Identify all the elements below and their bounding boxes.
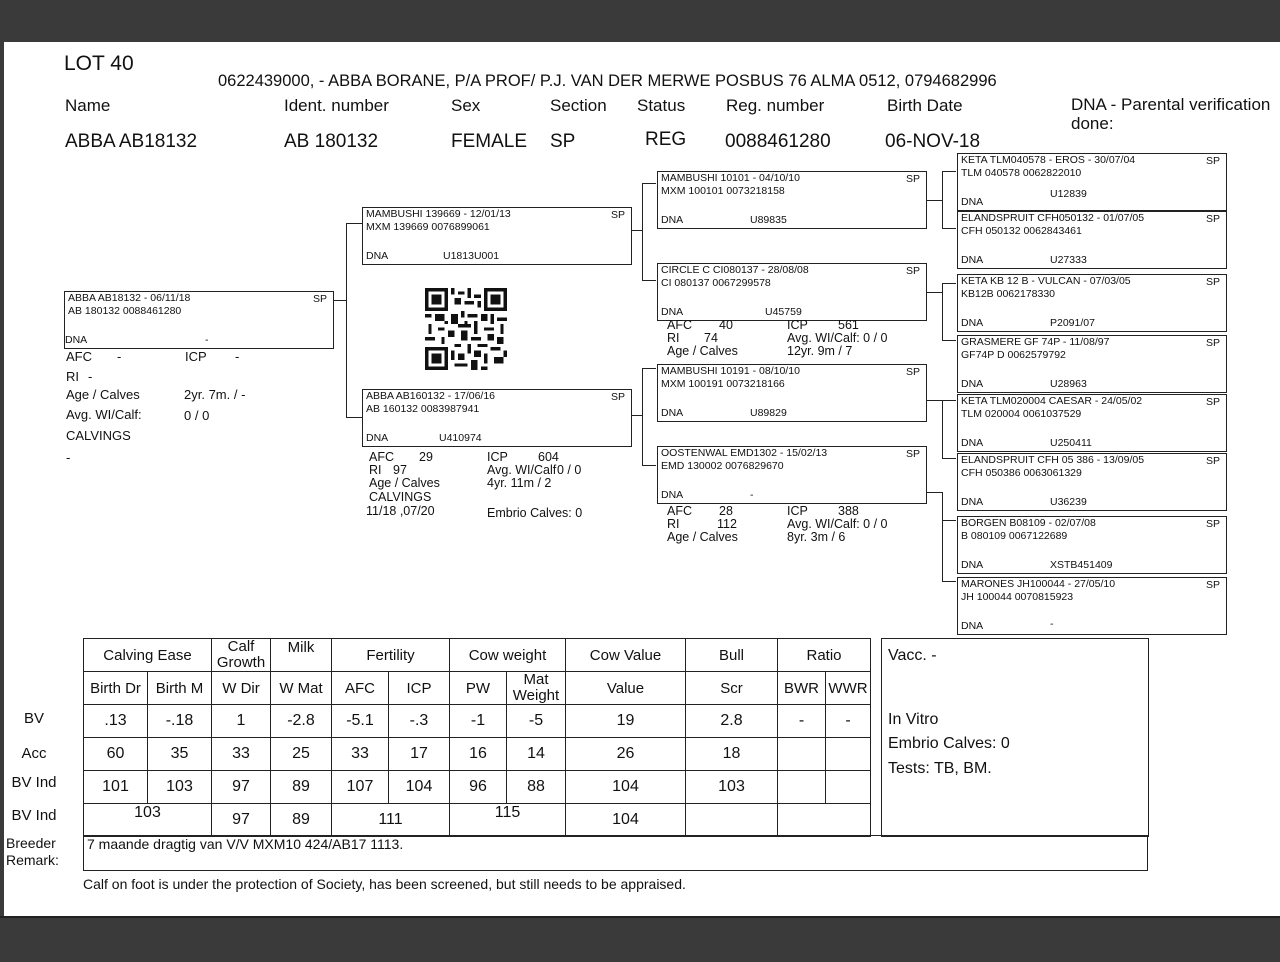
animal-sex: FEMALE	[451, 131, 528, 152]
sire-box	[362, 207, 632, 265]
ggp-dna: DNA	[961, 317, 984, 329]
gp-sp: SP	[905, 265, 920, 277]
bv-cell: -	[778, 705, 826, 738]
bv-cell: 2.8	[686, 705, 778, 738]
ggp-dna-value: XSTB451409	[1050, 559, 1113, 571]
owner-line: 0622439000, - ABBA BORANE, P/A PROF/ P.J. VAN DER MERWE POSBUS 76 ALMA 0512, 0794682996	[218, 72, 997, 90]
gp-afc-label: AFC	[667, 318, 692, 332]
dam-box	[362, 389, 632, 447]
sire-dna-value: U1813U001	[443, 250, 500, 262]
animal-section: SP	[550, 131, 576, 152]
col-mat-weight: Mat Weight	[507, 672, 566, 705]
ind-cell: 104	[389, 771, 450, 804]
subject-afc-label: AFC	[66, 349, 92, 364]
gp-line2: CI 080137 0067299578	[661, 277, 771, 289]
group-bull: Bull	[686, 639, 778, 672]
gp-line1: OOSTENWAL EMD1302 - 15/02/13	[661, 447, 828, 459]
connector	[942, 581, 956, 582]
ggp-line1: ELANDSPRUIT CFH 05 386 - 13/09/05	[961, 454, 1145, 466]
group-ratio: Ratio	[778, 639, 871, 672]
great-grandparent-box	[957, 516, 1227, 574]
dam-calvings: 11/18 ,07/20	[366, 504, 435, 518]
gp-line2: MXM 100191 0073218166	[661, 378, 785, 390]
grandparent-box	[657, 263, 927, 321]
ggp-sp: SP	[1205, 455, 1220, 467]
connector	[942, 492, 943, 582]
dam-line2: AB 160132 0083987941	[366, 403, 480, 415]
dam-dna-value: U410974	[439, 432, 482, 444]
subject-dna: DNA	[65, 334, 88, 346]
ggp-line1: GRASMERE GF 74P - 11/08/97	[961, 336, 1110, 348]
row-label-bv-ind-2: BV Ind	[11, 807, 57, 824]
acc-cell: 33	[332, 738, 389, 771]
gp-icp-label: ICP	[787, 318, 808, 332]
ind-cell: 107	[332, 771, 389, 804]
header-ident: Ident. number	[284, 96, 389, 115]
bv-cell: -5	[507, 705, 566, 738]
col-wwr: WWR	[826, 672, 871, 705]
remark-label: Breeder Remark:	[6, 835, 59, 868]
gp-icp-label: ICP	[787, 504, 808, 518]
grandparent-box	[657, 171, 927, 229]
great-grandparent-box	[957, 394, 1227, 452]
ggp-line1: KETA TLM040578 - EROS - 30/07/04	[961, 154, 1136, 166]
ggp-line2: KB12B 0062178330	[961, 288, 1056, 300]
gp-dna: DNA	[661, 214, 684, 226]
gp-line1: MAMBUSHI 10101 - 04/10/10	[661, 172, 800, 184]
col-bwr: BWR	[778, 672, 826, 705]
footer-note: Calf on foot is under the protection of Society, has been screened, but still needs to be appraised.	[83, 876, 686, 892]
connector	[642, 368, 656, 369]
bottom-bar	[0, 916, 1280, 962]
acc-cell: 33	[212, 738, 271, 771]
connector	[942, 520, 956, 521]
ind-cell: 103	[686, 771, 778, 804]
gp-sp: SP	[905, 173, 920, 185]
dam-line1: ABBA AB160132 - 17/06/16	[366, 390, 496, 402]
animal-name: ABBA AB18132	[65, 131, 198, 152]
embrio-text: Embrio Calves: 0	[888, 735, 1010, 752]
acc-cell: 26	[566, 738, 686, 771]
connector	[942, 171, 943, 229]
ggp-sp: SP	[1205, 276, 1220, 288]
subject-ri-label: RI	[66, 369, 79, 384]
col-pw: PW	[450, 672, 507, 705]
ind-cell: 101	[84, 771, 148, 804]
header-sex: Sex	[451, 96, 481, 115]
remark-box	[83, 835, 1148, 871]
dam-age: 4yr. 11m / 2	[487, 476, 552, 490]
gp-dna-value: -	[750, 489, 754, 501]
ggp-sp: SP	[1205, 213, 1220, 225]
connector	[642, 465, 656, 466]
ggp-line1: MARONES JH100044 - 27/05/10	[961, 578, 1116, 590]
ind2-cell	[778, 804, 871, 837]
ind-cell: 89	[271, 771, 332, 804]
group-milk: Milk	[271, 639, 332, 672]
subject-calvings: -	[66, 450, 71, 465]
subject-sp: SP	[312, 293, 327, 305]
bv-cell: .13	[84, 705, 148, 738]
gp-afc: 40	[719, 318, 733, 332]
subject-avg: 0 / 0	[184, 408, 210, 423]
ggp-sp: SP	[1205, 579, 1220, 591]
subject-line1: ABBA AB18132 - 06/11/18	[68, 292, 191, 304]
great-grandparent-box	[957, 153, 1227, 211]
connector	[942, 283, 956, 284]
gp-ri-label: RI	[667, 331, 680, 345]
gp-dna: DNA	[661, 306, 684, 318]
connector	[926, 400, 942, 401]
gp-dna-value: U89829	[750, 407, 787, 419]
ggp-dna-value: U12839	[1050, 188, 1087, 200]
ggp-dna-value: U250411	[1050, 437, 1092, 449]
bv-cell: 19	[566, 705, 686, 738]
pedigree-page	[4, 42, 1280, 916]
group-calving-ease: Calving Ease	[84, 639, 212, 672]
header-reg: Reg. number	[726, 96, 825, 115]
connector	[926, 492, 942, 493]
acc-cell: 16	[450, 738, 507, 771]
ggp-sp: SP	[1205, 155, 1220, 167]
animal-birth: 06-NOV-18	[885, 131, 981, 152]
gp-dna-value: U89835	[750, 214, 787, 226]
invitro-text: In Vitro	[888, 711, 939, 728]
header-dna: DNA - Parental verification done:	[1071, 95, 1271, 133]
header-name: Name	[65, 96, 111, 115]
subject-icp: -	[235, 349, 240, 364]
group-calf-growth: Calf Growth	[212, 639, 271, 672]
ggp-dna-value: U28963	[1050, 378, 1087, 390]
subject-ri: -	[88, 369, 93, 384]
subject-calvings-label: CALVINGS	[66, 428, 131, 443]
dam-sp: SP	[610, 391, 625, 403]
subject-afc: -	[117, 349, 122, 364]
acc-cell: 25	[271, 738, 332, 771]
great-grandparent-box	[957, 453, 1227, 511]
ind2-cell: 89	[271, 804, 332, 837]
connector	[942, 228, 956, 229]
connector	[642, 280, 656, 281]
connector	[346, 223, 347, 418]
connector	[942, 400, 943, 459]
row-label-acc: Acc	[21, 745, 47, 762]
subject-age: 2yr. 7m. / -	[184, 387, 246, 402]
connector	[942, 458, 956, 459]
ind-cell: 103	[148, 771, 212, 804]
ind2-cell: 103	[84, 804, 212, 837]
connector	[926, 200, 942, 201]
bv-cell: -.18	[148, 705, 212, 738]
great-grandparent-box	[957, 211, 1227, 269]
dam-afc: 29	[419, 450, 433, 464]
dam-avg-label: Avg. WI/Calf	[487, 463, 557, 477]
vacc-text: Vacc. -	[888, 647, 937, 664]
col-afc: AFC	[332, 672, 389, 705]
subject-avg-label: Avg. WI/Calf:	[66, 407, 142, 422]
ggp-line1: KETA KB 12 B - VULCAN - 07/03/05	[961, 275, 1131, 287]
gp-dna: DNA	[661, 489, 684, 501]
subject-age-label: Age / Calves	[66, 387, 140, 402]
bv-cell: 1	[212, 705, 271, 738]
ggp-line1: ELANDSPRUIT CFH050132 - 01/07/05	[961, 212, 1145, 224]
ggp-dna: DNA	[961, 559, 984, 571]
ggp-line2: B 080109 0067122689	[961, 530, 1068, 542]
gp-age: 12yr. 9m / 7	[787, 344, 853, 358]
ggp-dna-value: P2091/07	[1050, 317, 1095, 329]
dam-dna: DNA	[366, 432, 389, 444]
group-fertility: Fertility	[332, 639, 450, 672]
ind2-cell: 97	[212, 804, 271, 837]
sire-dna: DNA	[366, 250, 389, 262]
ggp-line1: BORGEN B08109 - 02/07/08	[961, 517, 1096, 529]
col-scr: Scr	[686, 672, 778, 705]
gp-icp: 561	[838, 318, 859, 332]
connector	[926, 292, 942, 293]
col-icp: ICP	[389, 672, 450, 705]
gp-afc: 28	[719, 504, 733, 518]
connector	[942, 171, 956, 172]
ind-cell: 88	[507, 771, 566, 804]
ind2-cell	[686, 804, 778, 837]
ind-cell	[778, 771, 826, 804]
ind-cell: 96	[450, 771, 507, 804]
gp-ri-label: RI	[667, 517, 680, 531]
dam-icp: 604	[538, 450, 559, 464]
bv-cell: -2.8	[271, 705, 332, 738]
gp-sp: SP	[905, 448, 920, 460]
acc-cell: 60	[84, 738, 148, 771]
grandparent-box	[657, 364, 927, 422]
header-birth: Birth Date	[887, 96, 963, 115]
lot-number: LOT 40	[64, 52, 134, 75]
ggp-line2: TLM 020004 0061037529	[961, 408, 1082, 420]
gp-ri: 74	[704, 331, 718, 345]
sire-line2: MXM 139669 0076899061	[366, 221, 490, 233]
subject-box	[64, 291, 334, 349]
col-birth-dr: Birth Dr	[84, 672, 148, 705]
dam-afc-label: AFC	[369, 450, 394, 464]
ggp-dna: DNA	[961, 196, 984, 208]
connector	[642, 368, 643, 466]
col-value: Value	[566, 672, 686, 705]
dam-ri-label: RI	[369, 463, 382, 477]
bv-cell: -5.1	[332, 705, 389, 738]
ggp-line2: TLM 040578 0062822010	[961, 167, 1082, 179]
animal-status: REG	[645, 129, 687, 150]
sire-sp: SP	[610, 209, 625, 221]
acc-cell: 14	[507, 738, 566, 771]
ggp-line1: KETA TLM020004 CAESAR - 24/05/02	[961, 395, 1143, 407]
remark-text: 7 maande dragtig van V/V MXM10 424/AB17 1113.	[87, 836, 404, 852]
ggp-sp: SP	[1205, 518, 1220, 530]
header-status: Status	[637, 96, 686, 115]
dam-icp-label: ICP	[487, 450, 508, 464]
sire-line1: MAMBUSHI 139669 - 12/01/13	[366, 208, 511, 220]
gp-avg: Avg. WI/Calf: 0 / 0	[787, 331, 888, 345]
gp-line2: MXM 100101 0073218158	[661, 185, 785, 197]
subject-line2: AB 180132 0088461280	[68, 305, 182, 317]
breeding-values-table	[83, 638, 871, 837]
bv-cell: -.3	[389, 705, 450, 738]
gp-sp: SP	[905, 366, 920, 378]
connector	[942, 340, 956, 341]
gp-line2: EMD 130002 0076829670	[661, 460, 784, 472]
col-w-mat: W Mat	[271, 672, 332, 705]
ind-cell	[826, 771, 871, 804]
ggp-line2: CFH 050132 0062843461	[961, 225, 1082, 237]
row-label-bv: BV	[23, 710, 44, 727]
col-w-dir: W Dir	[212, 672, 271, 705]
header-section: Section	[550, 96, 607, 115]
ggp-dna: DNA	[961, 437, 984, 449]
col-birth-m: Birth M	[148, 672, 212, 705]
ggp-dna: DNA	[961, 378, 984, 390]
connector	[942, 400, 956, 401]
qr-code-icon	[423, 288, 509, 370]
gp-age-label: Age / Calves	[667, 530, 738, 544]
dam-ri: 97	[393, 463, 407, 477]
grandparent-box	[657, 446, 927, 504]
ind2-cell: 111	[332, 804, 450, 837]
gp-line1: CIRCLE C CI080137 - 28/08/08	[661, 264, 809, 276]
subject-dna-value: -	[205, 334, 209, 346]
ggp-dna: DNA	[961, 254, 984, 266]
acc-cell: 18	[686, 738, 778, 771]
ind2-cell: 115	[450, 804, 566, 837]
connector	[346, 417, 363, 418]
side-panel	[881, 638, 1149, 837]
dam-embrio: Embrio Calves: 0	[487, 506, 583, 520]
subject-icp-label: ICP	[185, 349, 207, 364]
gp-avg: Avg. WI/Calf: 0 / 0	[787, 517, 888, 531]
gp-dna-value: U45759	[765, 306, 802, 318]
group-cow-value: Cow Value	[566, 639, 686, 672]
acc-cell: 17	[389, 738, 450, 771]
gp-age-label: Age / Calves	[667, 344, 738, 358]
ind-cell: 104	[566, 771, 686, 804]
gp-age: 8yr. 3m / 6	[787, 530, 846, 544]
tests-text: Tests: TB, BM.	[888, 760, 992, 777]
ggp-sp: SP	[1205, 396, 1220, 408]
connector	[942, 283, 943, 341]
gp-ri: 112	[717, 517, 737, 531]
acc-cell	[826, 738, 871, 771]
dam-calvings-label: CALVINGS	[369, 490, 432, 504]
ggp-dna: DNA	[961, 620, 984, 632]
ggp-line2: CFH 050386 0063061329	[961, 467, 1082, 479]
bv-cell: -	[826, 705, 871, 738]
acc-cell	[778, 738, 826, 771]
gp-icp: 388	[838, 504, 859, 518]
animal-reg: 0088461280	[725, 131, 831, 152]
gp-line1: MAMBUSHI 10191 - 08/10/10	[661, 365, 800, 377]
group-cow-weight: Cow weight	[450, 639, 566, 672]
row-label-bv-ind: BV Ind	[11, 774, 57, 791]
ggp-line2: JH 100044 0070815923	[961, 591, 1074, 603]
acc-cell: 35	[148, 738, 212, 771]
gp-dna: DNA	[661, 407, 684, 419]
great-grandparent-box	[957, 274, 1227, 332]
ggp-dna: DNA	[961, 496, 984, 508]
connector	[642, 183, 656, 184]
ggp-dna-value: -	[1050, 618, 1054, 630]
ggp-dna-value: U36239	[1050, 496, 1087, 508]
great-grandparent-box	[957, 335, 1227, 393]
connector	[642, 183, 643, 281]
ind-cell: 97	[212, 771, 271, 804]
ind2-cell: 104	[566, 804, 686, 837]
dam-age-label: Age / Calves	[369, 476, 440, 490]
dam-avg: 0 / 0	[557, 463, 582, 477]
ggp-sp: SP	[1205, 337, 1220, 349]
ggp-line2: GF74P D 0062579792	[961, 349, 1066, 361]
connector	[332, 300, 346, 301]
ggp-dna-value: U27333	[1050, 254, 1087, 266]
great-grandparent-box	[957, 577, 1227, 635]
bv-cell: -1	[450, 705, 507, 738]
gp-afc-label: AFC	[667, 504, 692, 518]
connector	[346, 223, 363, 224]
animal-ident: AB 180132	[284, 131, 379, 152]
